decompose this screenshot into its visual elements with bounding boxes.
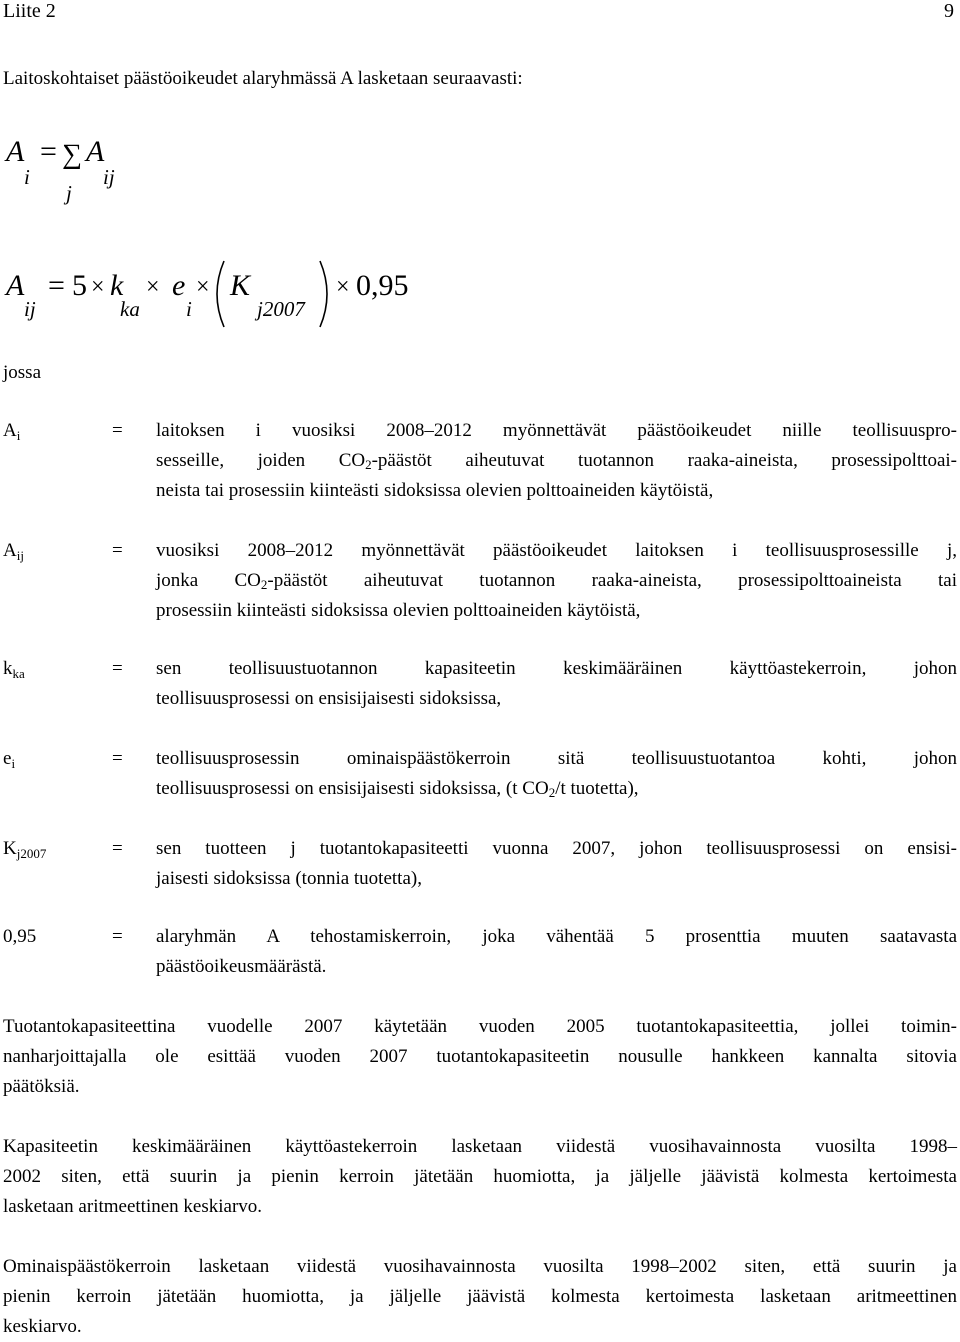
definition-equals: =: [112, 748, 123, 769]
definition-text: [156, 922, 957, 982]
paragraph-line: nanharjoittajalla ole esittää vuoden 2007 tuotantokapasiteetin nousulle hankkeen kannalta sitovia: [3, 1046, 957, 1067]
paragraph-line: 2002 siten, että suurin ja pienin kerroin jätetään huomiotta, ja jäljelle jäävistä kolmesta kertoimesta: [3, 1166, 957, 1187]
eq2-equals: =: [48, 269, 65, 302]
definition-line: teollisuusprosessin ominaispäästökerroin sitä teollisuustuotantoa kohti, johon: [156, 748, 957, 769]
paragraph-line: keskiarvo.: [3, 1316, 82, 1337]
definition-line: neista tai prosessiin kiinteästi sidoksissa olevien polttoaineiden käytöistä,: [156, 480, 714, 501]
eq2-times-1: ×: [91, 274, 105, 300]
eq2-A: A: [6, 269, 25, 302]
definition-equals: =: [112, 838, 123, 859]
header-title: Liite 2: [3, 0, 56, 22]
equation-allocation: [0, 255, 420, 335]
eq2-k: k: [110, 269, 124, 302]
paragraph-line: pienin kerroin jätetään huomiotta, ja jäljelle jäävistä kolmesta kertoimesta lasketaan aritmeettinen: [3, 1286, 957, 1307]
definition-line: laitoksen i vuosiksi 2008–2012 myönnettävät päästöoikeudet niille teollisuuspro-: [156, 420, 957, 441]
definition-text: [156, 834, 957, 894]
definition-line: sen tuotteen j tuotantokapasiteetti vuonna 2007, johon teollisuusprosessi on ensisi-: [156, 838, 957, 859]
eq2-times-3: ×: [196, 274, 210, 300]
definition-term-subscript: i: [11, 756, 16, 771]
definition-text: [156, 654, 957, 714]
definition-equals: =: [112, 420, 123, 441]
definition-line: vuosiksi 2008–2012 myönnettävät päästöoikeudet laitoksen i teollisuusprosessille j,: [156, 540, 957, 561]
eq2-factor: 0,95: [356, 269, 409, 302]
definition-line: jonka $CO_2$-päästöt aiheutuvat tuotannon raaka-aineista, prosessipolttoaineista tai: [156, 570, 957, 592]
definition-term: 0,95: [3, 926, 37, 947]
definition-text: [156, 536, 957, 626]
eq1-sub-ij: ij: [103, 165, 115, 189]
definition-text: [156, 416, 957, 506]
definition-line: teollisuusprosessi on ensisijaisesti sidoksissa,: [156, 688, 502, 709]
definition-term: $A_{ij}$: [3, 540, 24, 563]
definition-line: teollisuusprosessi on ensisijaisesti sidoksissa, (t $CO_2/t$ tuotetta),: [156, 778, 639, 800]
definition-term-subscript: ij: [16, 548, 24, 563]
eq2-sub-i: i: [186, 297, 192, 321]
eq1-A2: A: [86, 135, 105, 168]
eq2-times-4: ×: [336, 274, 350, 300]
definition-term-subscript: i: [16, 428, 21, 443]
eq2-five: 5: [72, 269, 87, 302]
equation-sum: [0, 125, 200, 215]
eq1-sum-index-j: j: [66, 181, 72, 205]
definition-term: $K_{j2007}$: [3, 838, 47, 861]
eq2-times-2: ×: [146, 274, 160, 300]
definition-line: alaryhmän A tehostamiskerroin, joka vähentää 5 prosenttia muuten saatavasta: [156, 926, 957, 947]
definition-line: sen teollisuustuotannon kapasiteetin keskimääräinen käyttöastekerroin, johon: [156, 658, 957, 679]
body-paragraph: [3, 1012, 957, 1102]
eq2-sub-ka: ka: [120, 297, 140, 321]
jossa-label: jossa: [3, 362, 41, 383]
paragraph-line: Tuotantokapasiteettina vuodelle 2007 käytetään vuoden 2005 tuotantokapasiteettia, jollei toimin-: [3, 1016, 957, 1037]
page-number: 9: [944, 0, 954, 22]
definition-term: $k_{ka}$: [3, 658, 25, 681]
eq2-sub-j2007: j2007: [257, 297, 305, 321]
eq2-K: K: [230, 269, 251, 302]
definition-term: $e_i$: [3, 748, 16, 771]
definition-line: sesseille, joiden $CO_2$-päästöt aiheutuvat tuotannon raaka-aineista, prosessipolttoai-: [156, 450, 958, 472]
eq1-A: A: [6, 135, 25, 168]
paragraph-line: lasketaan aritmeettinen keskiarvo.: [3, 1196, 263, 1217]
paragraph-line: päätöksiä.: [3, 1076, 80, 1097]
body-paragraph: [3, 1252, 957, 1342]
eq2-e: e: [172, 269, 186, 302]
definition-line: päästöoikeusmäärästä.: [156, 956, 327, 977]
definition-equals: =: [112, 658, 123, 679]
eq2-sub-ij: ij: [24, 297, 36, 321]
definition-equals: =: [112, 540, 123, 561]
definition-text: [156, 744, 957, 804]
body-paragraph: [3, 1132, 957, 1222]
definition-line: jaisesti sidoksissa (tonnia tuotetta),: [156, 868, 422, 889]
intro-text: Laitoskohtaiset päästöoikeudet alaryhmässä A lasketaan seuraavasti:: [3, 68, 523, 89]
definition-line: prosessiin kiinteästi sidoksissa olevien polttoaineiden käytöistä,: [156, 600, 641, 621]
paragraph-line: Ominaispäästökerroin lasketaan viidestä vuosihavainnosta vuosilta 1998–2002 siten, että suurin ja: [3, 1256, 957, 1277]
eq1-sub-i: i: [24, 165, 30, 189]
paragraph-line: Kapasiteetin keskimääräinen käyttöastekerroin lasketaan viidestä vuosihavainnosta vuosilta 1998–: [3, 1136, 957, 1157]
definition-term-subscript: j2007: [16, 846, 47, 861]
definition-equals: =: [112, 926, 123, 947]
sum-symbol: ∑: [62, 139, 82, 170]
definition-term-subscript: ka: [12, 666, 25, 681]
definition-term: $A_i$: [3, 420, 21, 443]
eq1-equals: =: [40, 135, 57, 168]
